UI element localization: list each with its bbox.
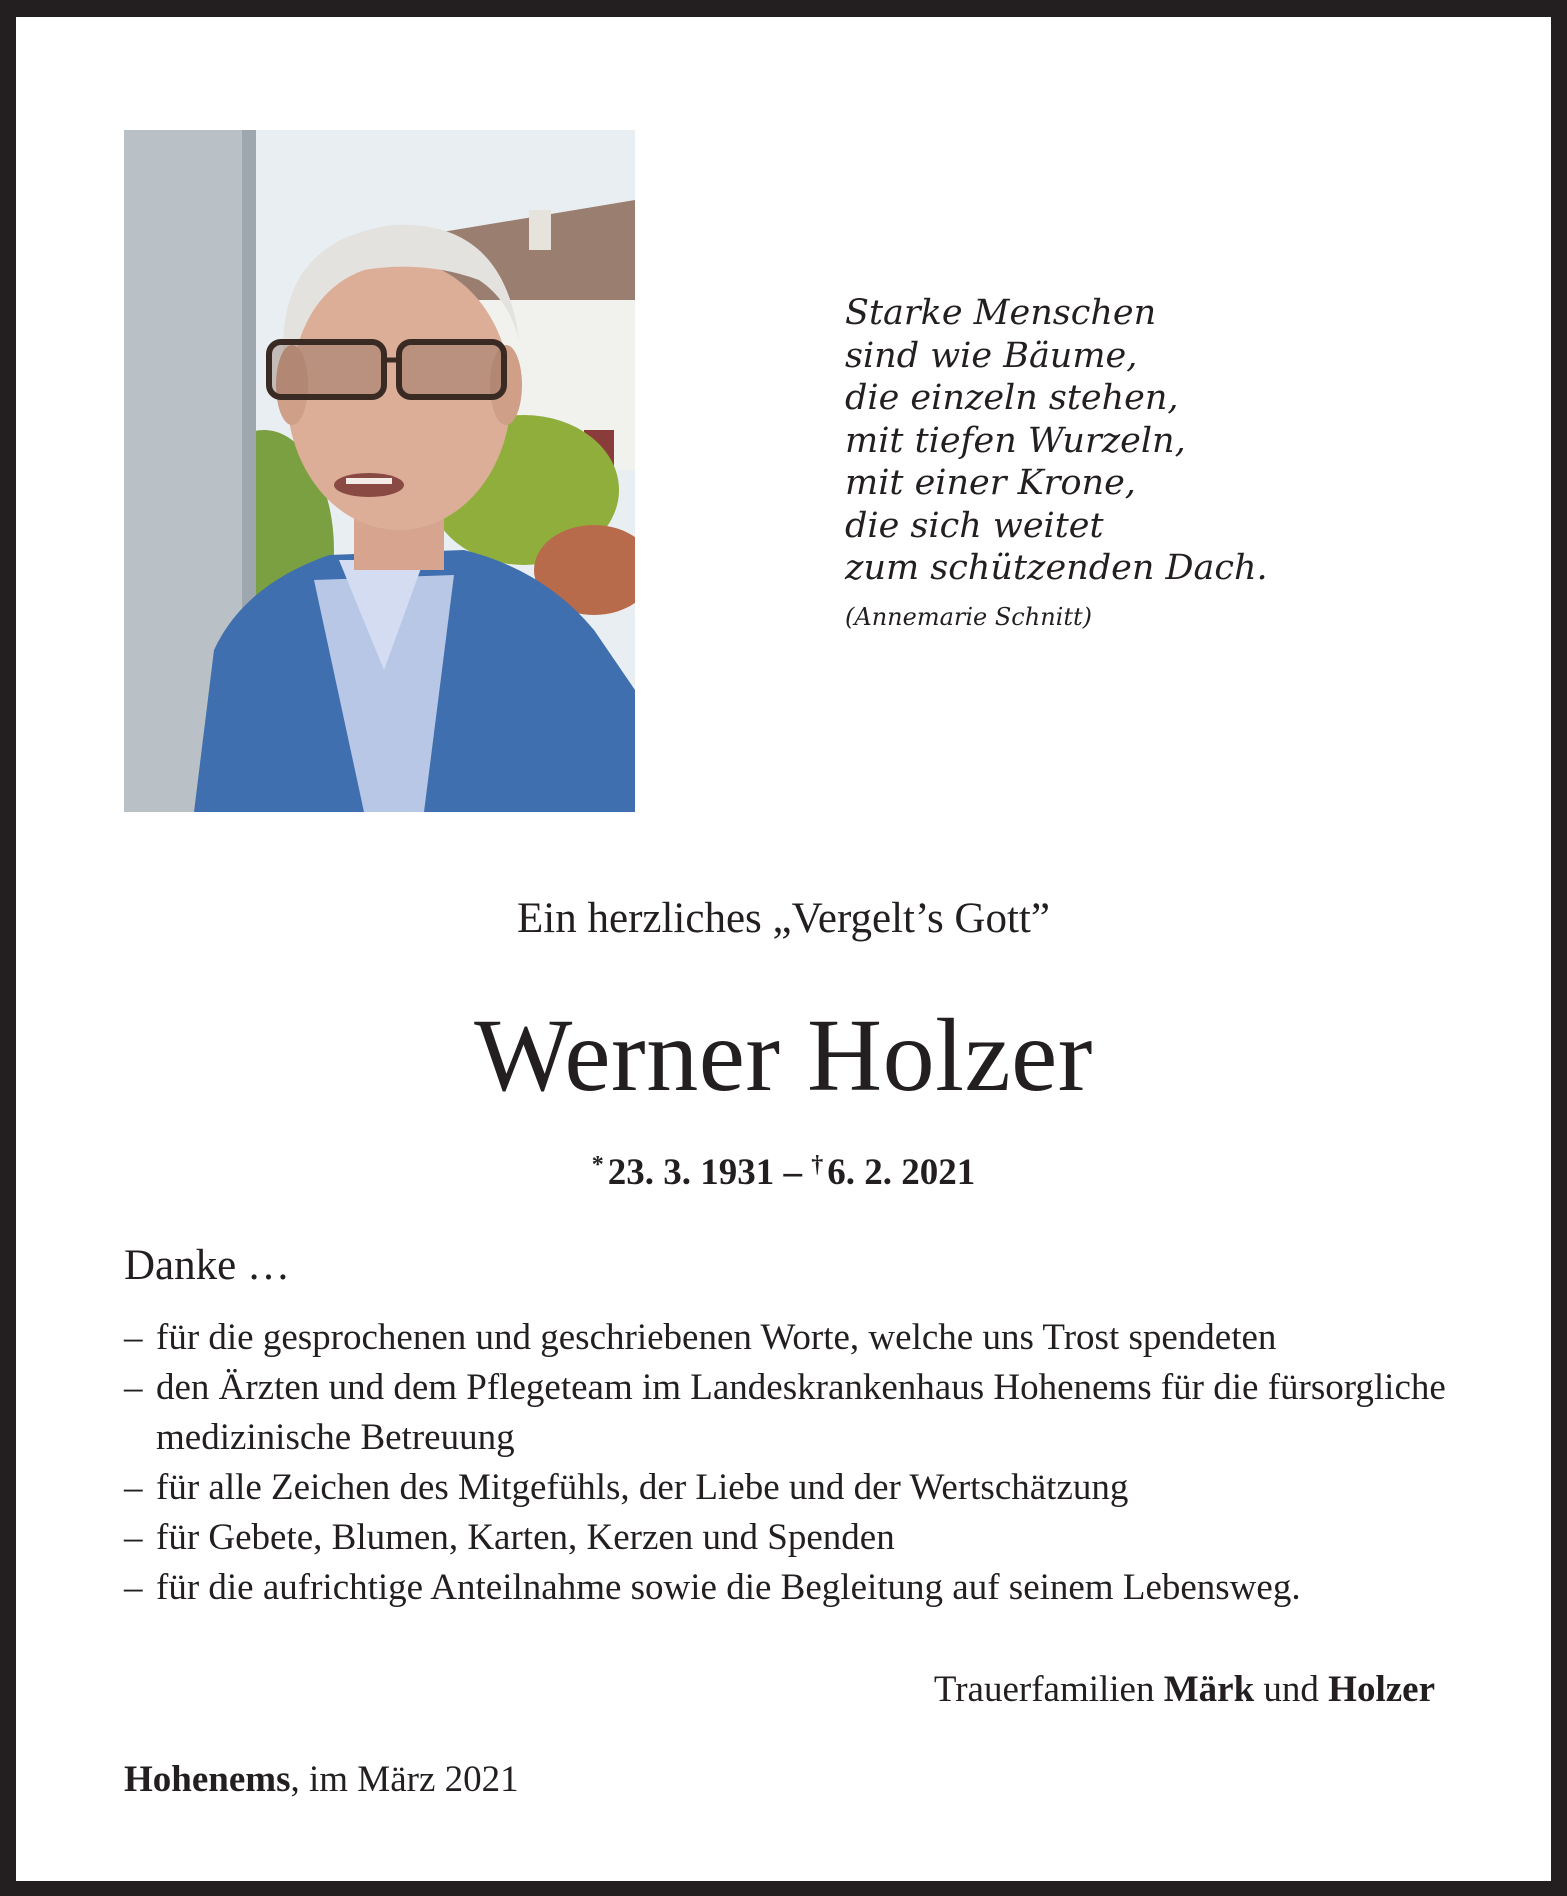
list-item — [124, 1463, 1454, 1513]
poem-line: die einzeln stehen, — [845, 378, 1179, 418]
bullet-dash: – — [124, 1317, 143, 1358]
bullet-dash: – — [124, 1517, 143, 1558]
life-dates — [0, 1142, 1567, 1196]
thanks-list — [124, 1313, 1454, 1613]
thanks-heading: Danke … — [124, 1242, 290, 1289]
bullet-dash: – — [124, 1567, 143, 1608]
birth-symbol: * — [591, 1152, 604, 1178]
poem-line: mit tiefen Wurzeln, — [845, 420, 1186, 461]
list-item — [124, 1563, 1454, 1613]
signature-prefix: Trauerfamilien — [933, 1669, 1155, 1710]
death-symbol: † — [811, 1152, 824, 1178]
poem-line: zum schützenden Dach. — [845, 548, 1268, 588]
poem-author: (Annemarie Schnitt) — [845, 602, 1092, 631]
family-name-1: Märk — [1163, 1669, 1255, 1710]
list-item-text: für alle Zeichen des Mitgefühls, der Liebe und der Wertschätzung — [156, 1467, 1129, 1508]
death-date: 6. 2. 2021 — [827, 1152, 976, 1193]
portrait-photo — [124, 130, 635, 812]
poem-line: mit einer Krone, — [845, 463, 1136, 503]
list-item-text: für die aufrichtige Anteilnahme sowie die Begleitung auf seinem Lebensweg. — [156, 1567, 1301, 1608]
poem-line: sind wie Bäume, — [845, 335, 1138, 376]
list-item-text: den Ärzten und dem Pflegeteam im Landeskrankenhaus Hohenems für die fürsorgliche medizinische Betreuung — [156, 1367, 1446, 1458]
list-item-text: für Gebete, Blumen, Karten, Kerzen und Spenden — [156, 1517, 895, 1558]
list-item — [124, 1513, 1454, 1563]
place-date — [124, 1755, 519, 1805]
bullet-dash: – — [124, 1467, 143, 1508]
date-separator: – — [783, 1152, 802, 1193]
date-text: , im März 2021 — [290, 1759, 519, 1800]
deceased-name: Werner Holzer — [474, 998, 1093, 1113]
list-item — [124, 1313, 1454, 1363]
signature-conjunction: und — [1263, 1669, 1319, 1710]
intro-text: Ein herzliches „Vergelt’s Gott” — [517, 895, 1050, 942]
family-name-2: Holzer — [1328, 1669, 1435, 1710]
signature — [934, 1665, 1435, 1715]
place-name: Hohenems — [124, 1759, 291, 1800]
poem-line: die sich weitet — [845, 505, 1104, 546]
list-item — [124, 1363, 1454, 1463]
bullet-dash: – — [124, 1367, 143, 1408]
list-item-text: für die gesprochenen und geschriebenen Worte, welche uns Trost spendeten — [156, 1317, 1277, 1358]
poem — [845, 292, 1345, 632]
poem-line: Starke Menschen — [845, 293, 1157, 333]
birth-date: 23. 3. 1931 — [607, 1152, 775, 1193]
